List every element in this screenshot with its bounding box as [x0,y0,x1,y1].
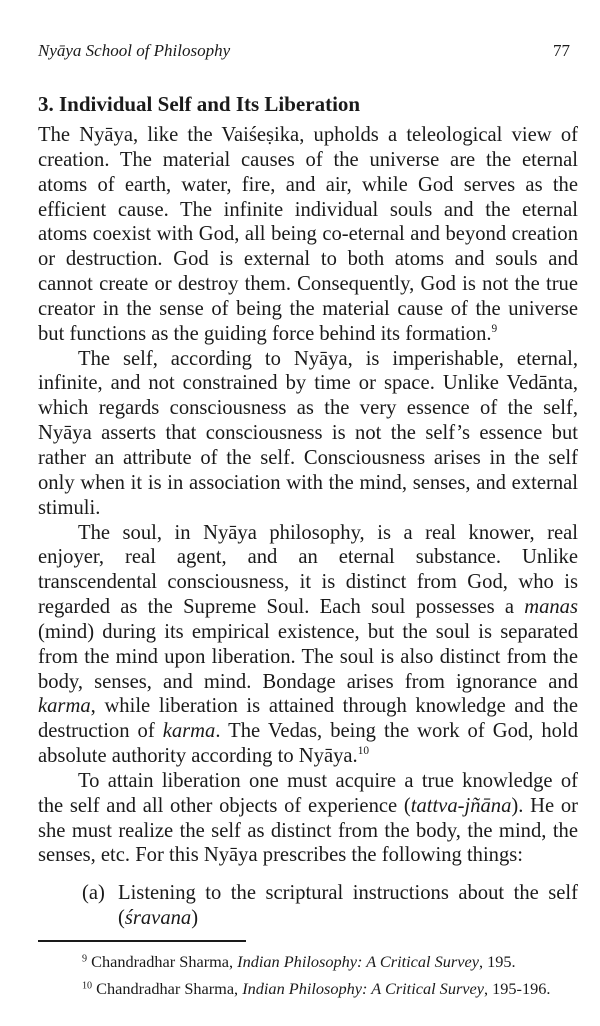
list-label-a: (a) [82,882,105,905]
list-item-a-text: Listening to the scriptural instructions about the self ( [118,882,578,930]
footnote-title: Indian Philosophy: A Critical Survey [242,979,484,998]
paragraph-2: The self, according to Nyāya, is imperishable, eternal, infinite, and not constrained by time or space. Unlike Vedānta, which regards consciousness as the very essence of the self, Nyāya asserts that consciousness is not the self’s essence but rather an attribute of the self. Consciousness arises in the self only when it is in association with the mind, senses, and external stimuli. [38,347,578,519]
paragraph-3-part-3: , while liberation is attained through knowledge and the destruction of [38,695,578,743]
paragraph-3-part-1: The soul, in Nyāya philosophy, is a real knower, real enjoyer, real agent, and an eternal substance. Unlike transcendental consciousness, it is distinct from God, who is regarded as the Supreme Soul. Each soul possesses a [38,521,578,619]
list-item-a [38,881,578,931]
running-title: Nyāya School of Philosophy [38,41,231,60]
page-number: 77 [553,41,570,60]
footnote-10 [82,975,582,1002]
footnote-number: 10 [82,980,93,992]
footnote-ref-9: 9 [491,322,498,335]
footnote-pages: , 195. [478,952,516,971]
term-karma: karma [38,695,91,718]
page-header [38,41,570,65]
paragraph-4-part-1: To attain liberation one must acquire a true knowledge of the self and all other objects of experience ( [38,769,578,817]
term-sravana: śravana [124,907,192,930]
paragraph-3-part-4: . The Vedas, being the work of God, hold absolute authority according to Nyāya. [38,720,578,768]
footnote-pages: , 195-196. [483,979,551,998]
footnote-author: Chandradhar Sharma, [96,979,243,998]
paragraph-4-part-2: ). He or she must realize the self as distinct from the body, the mind, the senses, etc. For this Nyāya prescribes the following things: [38,794,578,867]
term-karma-2: karma [162,720,216,743]
footnote-ref-10: 10 [357,745,370,758]
term-manas: manas [524,596,578,619]
paragraph-1-text: The Nyāya, like the Vaiśeṣika, upholds a teleological view of creation. The material causes of the universe are the eternal atoms of earth, water, fire, and air, while God serves as the efficient cause. The infinite individual souls and the eternal atoms coexist with God, all being co-eternal and beyond creation or destruction. God is external to both atoms and souls and cannot create or destroy them. Consequently, God is not the true creator in the sense of being the material cause of the universe but functions as the guiding force behind its formation. [38,124,578,345]
footnote-author: Chandradhar Sharma, [91,952,238,971]
term-tattva-jnana: tattva-jñāna [410,794,512,817]
section-title: 3. Individual Self and Its Liberation [38,92,361,116]
paragraph-1 [38,123,578,347]
footnote-divider [38,940,246,942]
body-text [38,123,578,931]
footnote-9 [82,948,582,975]
footnote-number: 9 [82,953,88,965]
paragraph-4 [38,769,578,868]
footnote-title: Indian Philosophy: A Critical Survey [237,952,479,971]
list-item-a-close: ) [191,907,199,930]
footnotes [82,948,582,1002]
paragraph-3-part-2: (mind) during its empirical existence, but the soul is separated from the mind upon liberation. The soul is also distinct from the body, senses, and mind. Bondage arises from ignorance and [38,620,578,693]
paragraph-3 [38,521,578,769]
